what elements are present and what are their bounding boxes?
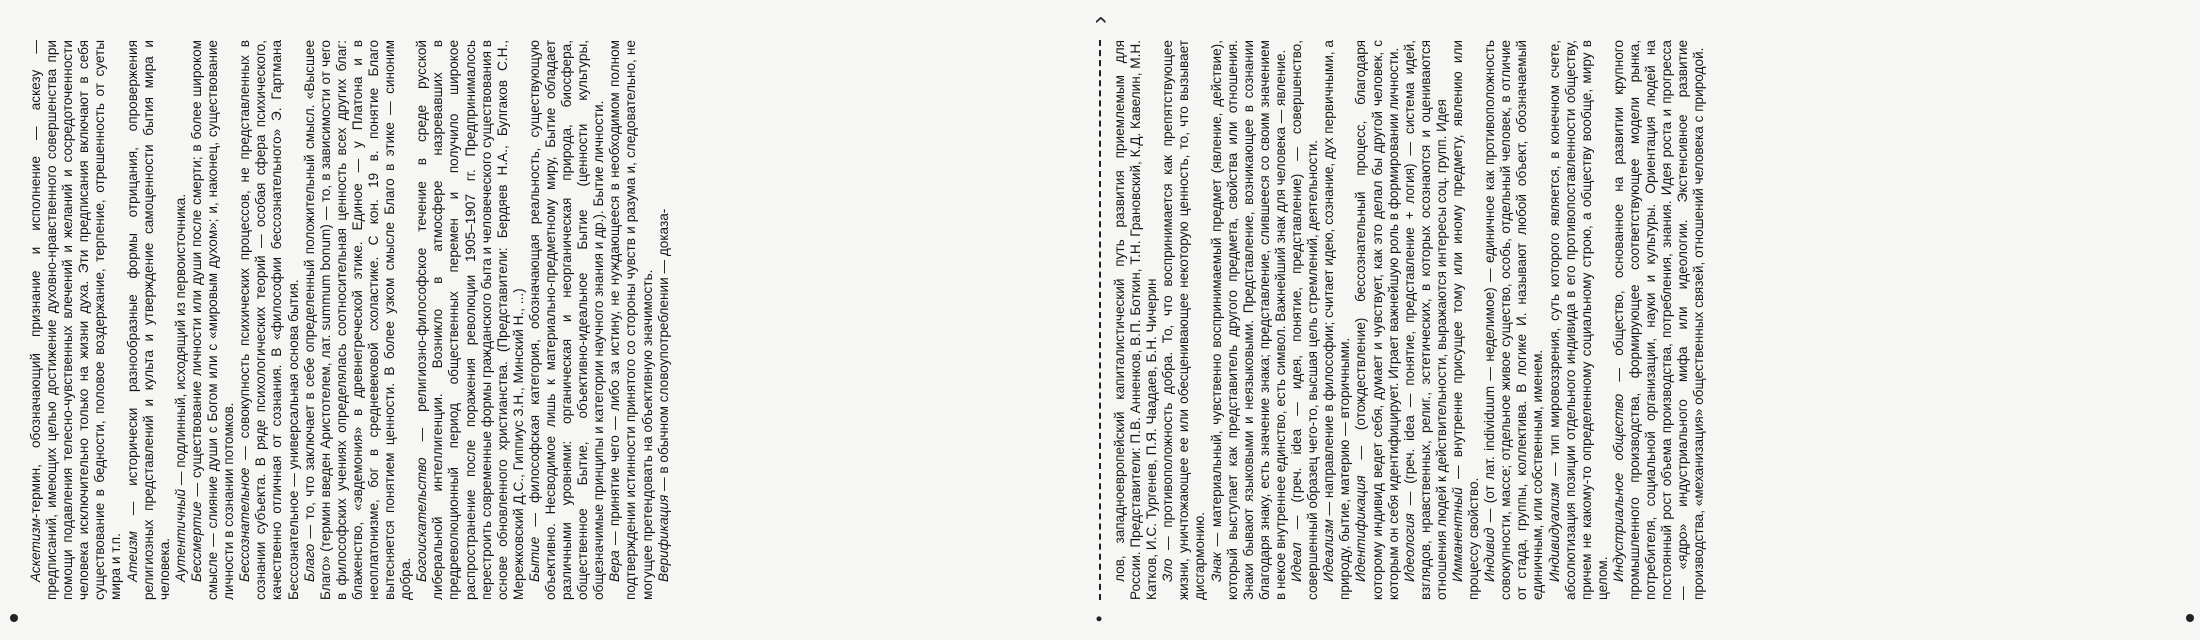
entry-term: Идентификация — [1353, 475, 1369, 582]
glossary-entry — [527, 40, 607, 600]
glossary-entry — [1112, 40, 1160, 600]
glossary-entry — [1321, 40, 1353, 600]
entry-term: Благо — [301, 543, 317, 582]
entry-term: Атеизм — [124, 531, 140, 582]
glossary-entry — [173, 40, 189, 600]
entry-term: Индустриальное общество — [1610, 393, 1626, 582]
glossary-entry — [1402, 40, 1450, 600]
margin-dot — [2186, 614, 2194, 622]
entry-definition: — материальный, чувственно воспринимаемый предмет (явление, действие), который выступает как представитель другого предмета, свойства или отношения. Знаки бывают языковыми и неязыковыми. Представление, возникающее в сознании благодаря знаку, есть значение знака; представление, слившееся со своим значением в некое внутреннее единство, есть символ. Важнейший знак для человека — явление. — [1208, 40, 1288, 600]
entry-definition: — исторически разнообразные формы отрицания, опровержения религиозных представлений и культа и утверждение самоценности бытия мира и человека. — [124, 40, 172, 600]
entry-definition: — совокупность психических процессов, не представленных в сознании субъекта. В ряде психологических теорий — особая сфера психического, качественно отличная от сознания. В «философии бессознательного» Э. Гартмана Бессознательное — универсальная основа бытия. — [237, 40, 301, 600]
glossary-entry — [607, 40, 655, 600]
glossary-entry — [1353, 40, 1401, 600]
entry-definition: — в обычном словоупотреблении — доказа- — [655, 208, 671, 495]
entry-term: Бессмертие — [188, 501, 204, 582]
column-divider — [1086, 0, 1113, 640]
divider-mark: • — [1089, 615, 1109, 622]
glossary-entry — [1450, 40, 1482, 600]
entry-term: Бытие — [526, 536, 542, 582]
glossary-entry — [656, 40, 672, 600]
entry-term: Аскетизм — [28, 518, 43, 582]
entry-definition: — то, что заключает в себе определенный положительный смысл. «Высшее Благо» (термин введен Аристотелем, лат. summum bonum) — то, в зависимости от чего в философских учениях определялась соотносительная ценность всех других благ: блаженство, «эвдемония» в древнегреческой этике. Единое — у Платона и в неоплатонизме, бог в средневековой схоластике. С кон. 19 в. понятие Благо вытесняется понятием ценности. В более узком смысле Благо в этике — синоним добра. — [301, 40, 414, 600]
entry-definition: — общество, основанное на развитии крупного промышленного производства, формирующее соответствующее модели рынка, потребителя, социальной организации, науки и культуры. Ориентация людей на постоянный рост объема производства, потребления, знания. Идея роста и прогресса — «ядро» индустриального мифа или идеологии. Экстенсивное развитие производства, «механизация» общественных связей, отношений человека с природой. — [1610, 40, 1707, 600]
entry-term: Знак — [1208, 552, 1224, 582]
glossary-entry — [1547, 40, 1611, 600]
entry-definition: — принятие чего — либо за истину, не нуждающееся в необходимом полном подтверждении истинности принятого со стороны чувств и разума и, следовательно, не могущее претендовать на объективную значимость. — [607, 40, 655, 600]
entry-term: Идеология — [1401, 513, 1417, 582]
glossary-column-right — [1112, 40, 2172, 600]
entry-definition: лов, западноевропейский капиталистический путь развития приемлемым для России. Представители: П.В. Анненков, В.П. Боткин, Т.Н. Грановский, К.Д. Кавелин, М.Н. Катков, И.С. Тургенев, П.Я. Чаадаев, Б.Н. Чичерин — [1112, 40, 1160, 600]
glossary-entry — [237, 40, 301, 600]
entry-definition: — философская категория, обозначающая реальность, существующую объективно. Несводимое лишь к материально-предметному миру, Бытие обладает различными уровнями: органическая и неорганическая природа, биосфера, общественное Бытие, объективно-идеальное Бытие (ценности культуры, общезначимые принципы и категории научного знания и др.). Бытие личности. — [526, 40, 607, 600]
arrow-icon: › — [1086, 16, 1113, 24]
glossary-entry — [189, 40, 237, 600]
entry-definition: — (греч. idea — понятие, представление + логия) — система идей, взглядов, нравственных, религ., эстетических, в которых осознаются и оцениваются отношения людей к действительности, выражаются интересы соц. групп. Идея — [1401, 40, 1449, 600]
entry-term: Идеал — [1289, 542, 1305, 582]
entry-term: Зло — [1160, 558, 1176, 582]
glossary-entry — [302, 40, 415, 600]
entry-term: Богоискательство — [414, 457, 430, 582]
entry-definition: — внутренне присущее тому или иному предмету, явлению или процессу свойство. — [1449, 40, 1482, 600]
glossary-entry — [1611, 40, 1708, 600]
glossary-entry — [414, 40, 527, 600]
entry-definition: — (греч. idea — идея, понятие, представление) — совершенство, совершенный образец чего-то, высшая цель стремлений, деятельности. — [1289, 40, 1321, 600]
entry-term: Верификация — [655, 494, 671, 582]
glossary-entry — [1209, 40, 1289, 600]
margin-dot — [10, 614, 18, 622]
entry-term: Вера — [607, 550, 623, 582]
entry-definition: — (отождествление) бессознательный процесс, благодаря которому индивид ведет себя, думает и чувствует, как это делал бы другой человек, с которым он себя идентифицирует. Играет важнейшую роль в формировании личности. — [1353, 40, 1401, 600]
entry-term: Индивид — [1482, 527, 1498, 582]
entry-definition: — религиозно-философское течение в среде русской либеральной интеллигенции. Возникло в атмосфере назревавших в предреволюционный период общественных перемен и получило широкое распространение после поражения революции 1905–1907 гг. Предпринималось перестроить современные формы гражданского быта и человеческого существования в основе обновленного христианства. (Представители: Бердяев Н.А., Булгаков С.Н., Мережковский Д.С., Гиппиус З.Н., Минский Н., ...) — [414, 40, 526, 600]
glossary-column-left — [28, 40, 1088, 600]
entry-definition: — тип мировоззрения, суть которого является, в конечном счете, абсолютизация позиции отдельного индивида в его противопоставленности обществу, причем не какому-то определенному социальному строю, а обществу вообще, миру в целом. — [1546, 40, 1610, 600]
entry-term: Идеализм — [1321, 519, 1337, 582]
entry-term: Аутентичный — [172, 488, 188, 582]
glossary-entry — [28, 40, 125, 600]
glossary-entry — [1482, 40, 1546, 600]
dashed-line — [1099, 40, 1101, 600]
entry-term: Имманентный — [1449, 487, 1465, 582]
entry-definition: — направление в философии; считает идею, сознание, дух первичными, а природу, бытие, материю — вторичными. — [1321, 40, 1353, 600]
entry-definition: — существование личности или души после смерти; в более широком смысле — слияние души с Богом или с «мировым духом»; и, наконец, существование личности в сознании потомков. — [188, 40, 237, 600]
entry-term: Бессознательное — [237, 467, 253, 582]
glossary-entry — [1289, 40, 1321, 600]
glossary-entry — [1160, 40, 1208, 600]
entry-definition: — подлинный, исходящий из первоисточника. — [172, 193, 188, 489]
entry-definition: — (от лат. individuum — неделимое) — единичное как противоположность совокупности, массе; отдельное живое существо, особь, отдельный человек, в отличие от стада, группы, коллектива. В логике И. называют любой объект, обозначаемый единичным, или собственным, именем. — [1482, 40, 1546, 600]
entry-definition: — противоположность добра. То, что воспринимается как препятствующее жизни, уничтожающее ее или обесценивающее некоторую ценность, то, что вызывает дисгармонию. — [1160, 40, 1208, 600]
entry-definition: -термин, обозначающий признание и исполнение — аскезу — предписаний, имеющих целью достижение духовно-нравственного совершенства при помощи подавления телесно-чувственных влечений и желаний и сосредоточенности человека исключительно только на жизни духа. Эти предписания включают в себя существование в бедности, половое воздержание, терпение, отрешенность от суеты мира и т.п. — [28, 40, 124, 600]
glossary-entry — [125, 40, 173, 600]
entry-term: Индивидуализм — [1546, 482, 1562, 582]
